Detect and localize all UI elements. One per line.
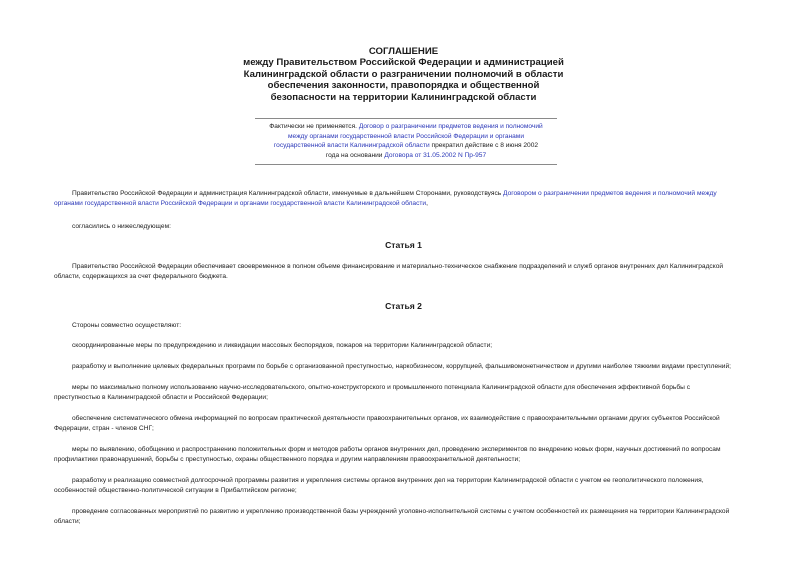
note-suffix: прекратил действие с 8 июня 2002 — [431, 142, 539, 150]
preamble-paragraph — [54, 189, 768, 209]
paragraph-line: области, содержащихся за счет федерального бюджета. — [54, 273, 228, 281]
note-line — [255, 151, 557, 161]
status-note — [255, 118, 557, 165]
title-line: между Правительством Российской Федерации и администрацией — [243, 57, 564, 69]
note-line — [255, 141, 557, 151]
agreed-text: согласились о нижеследующем: — [72, 223, 171, 230]
document-title — [200, 46, 607, 103]
treaty-link[interactable]: между органами государственной власти Российской Федерации и органами — [287, 132, 525, 140]
title-line: Калининградской области о разграничении полномочий в области — [243, 68, 564, 80]
preamble-line — [54, 199, 768, 209]
note-basis: года на основании — [325, 151, 383, 159]
note-line — [255, 122, 557, 132]
title-line: безопасности на территории Калининградской области — [270, 91, 537, 103]
paragraph-line: Федерации, стран - членов СНГ; — [54, 425, 154, 433]
paragraph-line: разработку и выполнение целевых федеральных программ по борьбе с организованной преступностью, наркобизнесом, коррупцией, фальшивомонетничеством и другими наиболее тяжкими видами преступлений; — [72, 363, 731, 370]
paragraph-line: меры по выявлению, обобщению и распространению положительных форм и методов работы органов внутренних дел, проведению экспериментов по внедрению новых форм, научных достижений по вопросам — [72, 446, 721, 453]
article-2-intro — [54, 321, 768, 331]
treaty-link[interactable]: Договором о разграничении предметов ведения и полномочий между — [503, 190, 717, 197]
preamble-text: , — [426, 200, 428, 208]
article-1-heading: Статья 1 — [385, 240, 422, 250]
paragraph-line: области; — [54, 518, 81, 526]
list-item — [54, 362, 768, 372]
note-line — [255, 132, 557, 142]
list-item — [54, 445, 768, 465]
list-item — [54, 341, 768, 351]
paragraph-line: обеспечение систематического обмена информацией по вопросам практической деятельности правоохранительных органов, их взаимодействие с правоохранительными органами других субъектов Российской — [72, 415, 720, 422]
article-2-heading: Статья 2 — [385, 301, 422, 311]
paragraph-line: Стороны совместно осуществляют: — [72, 322, 182, 329]
paragraph-line: проведение согласованных мероприятий по развитию и укреплению производственной базы учреждений уголовно-исполнительной системы с учетом особенностей их размещения на территории Калининградской — [72, 508, 730, 515]
title-line: СОГЛАШЕНИЕ — [368, 46, 439, 57]
article-1-paragraph — [54, 262, 768, 282]
list-item — [54, 507, 768, 527]
list-item — [54, 383, 768, 403]
agreed-paragraph — [54, 222, 768, 232]
paragraph-line: меры по максимально полному использованию научно-исследовательского, опытно-конструкторского и промышленного потенциала Калининградской области для обеспечения эффективной борьбы с — [72, 384, 690, 391]
title-line: обеспечения законности, правопорядка и общественной — [267, 80, 540, 92]
paragraph-line: особенностей общественно-политической ситуации в Прибалтийском регионе; — [54, 487, 297, 495]
paragraph-line: скоординированные меры по предупреждению и ликвидации массовых беспорядков, пожаров на территории Калининградской области; — [72, 342, 493, 349]
paragraph-line: разработку и реализацию совместной долгосрочной программы развития и укрепления системы органов внутренних дел на территории Калининградской области с учетом ее геополитического положения, — [72, 477, 704, 484]
list-item — [54, 476, 768, 496]
treaty-link[interactable]: Договор о разграничении предметов ведения и полномочий — [358, 123, 543, 130]
note-prefix: Фактически не применяется. — [269, 123, 357, 130]
preamble-line — [54, 189, 768, 199]
preamble-text: Правительство Российской Федерации и администрация Калининградской области, именуемые в дальнейшем Сторонами, руководствуясь — [72, 190, 502, 197]
basis-agreement-link[interactable]: Договора от 31.05.2002 N Пр-957 — [384, 151, 487, 159]
paragraph-line: профилактики правонарушений, борьбы с преступностью, охраны общественного порядка и другим направлениям правоохранительной деятельности; — [54, 456, 521, 464]
treaty-link[interactable]: органами государственной власти Российской Федерации и органами государственной власти Калининградской области — [54, 200, 427, 208]
list-item — [54, 414, 768, 434]
paragraph-line: Правительство Российской Федерации обеспечивает своевременное в полном объеме финансирование и материально-техническое снабжение подразделений и служб органов внутренних дел Калининградской — [72, 263, 724, 270]
treaty-link[interactable]: государственной власти Калининградской области — [273, 142, 430, 150]
paragraph-line: преступностью в Калининградской области и Российской Федерации; — [54, 394, 268, 402]
